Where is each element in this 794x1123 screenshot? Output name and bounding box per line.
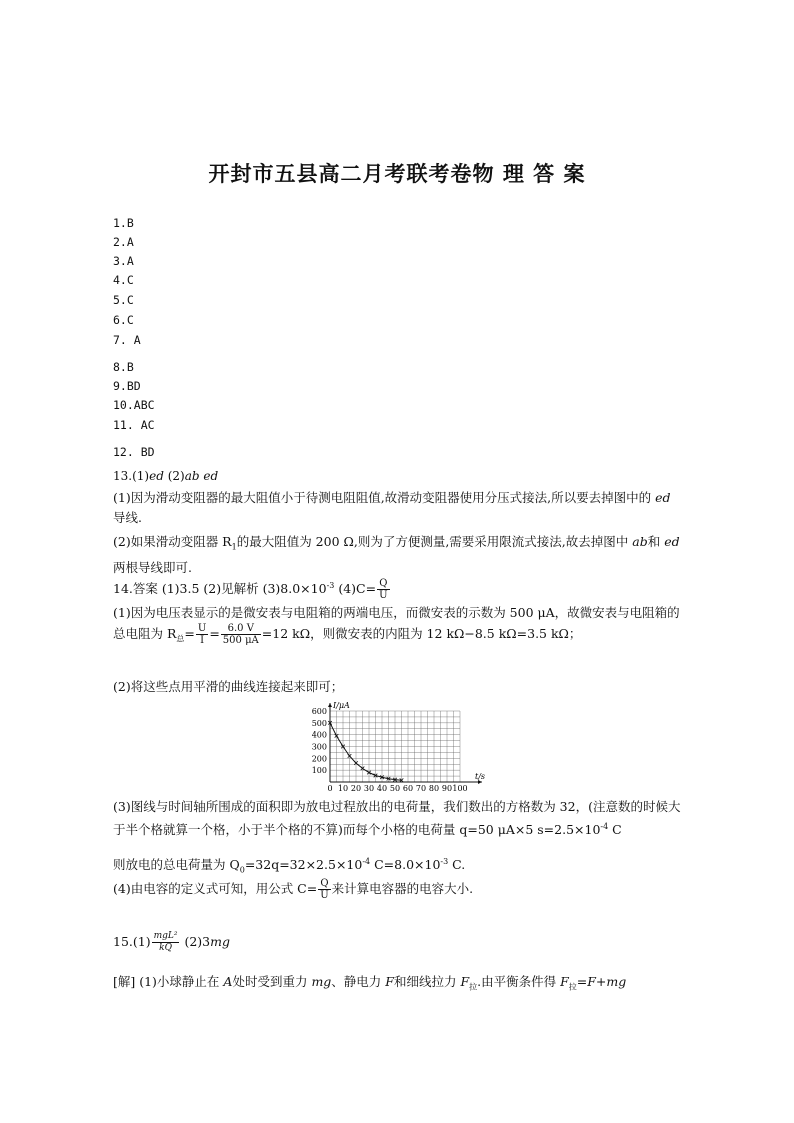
frac-den: kQ [159,943,172,953]
q15-text: 15.(1) [113,934,151,949]
q13-label2: (2) [163,469,185,483]
q14-exp: -4 [600,822,609,831]
answer-item: 7. A [113,333,141,347]
answer-item: 5.C [113,293,134,307]
x-tick-label: 70 [415,784,427,793]
discharge-chart [300,701,490,795]
answer-item: 4.C [113,273,134,287]
q14-sub: 0 [239,865,245,875]
q14-explanation-2: (2)将这些点用平滑的曲线连接起来即可； [113,679,344,694]
q14-fraction [377,578,389,601]
q14-text: C. [448,857,466,873]
q13-explanation-1 [113,488,683,528]
page-title: 开封市五县高二月考联考卷物 理 答 案 [208,161,586,186]
q14-text: =12 kΩ，则微安表的内阻为 12 kΩ−8.5 kΩ=3.5 kΩ； [261,626,582,641]
fit-curve [330,723,402,780]
q15-header [113,931,230,954]
answer-item: 8.B [113,360,134,374]
q14-text: 则放电的总电荷量为 Q [113,857,240,873]
q14-explanation-3 [113,797,683,840]
frac-num: mgL² [153,931,178,941]
q15-text: .由平衡条件得 [477,974,561,989]
q15-text: (2)3 [180,934,211,949]
q13-explanation-2 [113,532,683,578]
q14-explanation-4 [113,852,683,881]
q15-var: A [223,974,233,989]
frac-num: Q [318,878,330,890]
q15-var: mg [210,934,230,949]
q15-var: F [385,974,394,989]
y-tick-label: 200 [311,754,327,764]
q15-sub: 拉 [469,982,478,992]
q14-fraction-cap [318,878,330,901]
answer-item: 2.A [113,235,134,249]
q13-var: ab [632,534,648,549]
q13-label: 13.(1) [113,469,150,483]
x-axis-label: t/s [475,772,486,781]
q14-explanation-5 [113,878,683,901]
q14-text: (1)因为电压表显示的是微安表与电阻箱的两端电压，而微安表的示数为 500 μA，故微安表与电阻箱的总电阻为 R [113,605,680,641]
y-axis-arrow [328,703,332,707]
q14-text: C=8.0×10 [370,857,441,873]
answer-item: 12. BD [113,445,155,459]
q14-text: 来计算电容器的电容大小. [331,881,474,896]
y-tick-label: 300 [311,742,327,752]
x-tick-label: 30 [363,784,375,793]
q13-text: (1)因为滑动变阻器的最大阻值小于待测电阻阻值,故滑动变阻器使用分压式接法,所以要去掉图中的 [113,490,656,505]
q14-exp: -4 [362,857,371,866]
q14-fraction-ui [196,623,208,646]
q13-var: ed [655,490,671,505]
q15-text: 处时受到重力 [232,974,312,989]
frac-den: U [320,890,329,901]
q13-text: 和 [647,534,665,549]
q14-text: (3)图线与时间轴所围成的面积即为放电过程放出的电荷量，我们数出的方格数为 32，(注意数的时候大于半个格就算一个格，小于半个格的不算)而每个小格的电荷量 q=50 μA×5 s=2.5×10 [113,799,681,838]
q14-text: (4)由电容的定义式可知，用公式 C= [113,881,318,896]
q14-text: =32q=32×2.5×10 [244,857,363,873]
x-tick-label: 50 [389,784,401,793]
q15-sub: 拉 [568,982,577,992]
x-tick-label: 80 [428,784,440,793]
frac-num: 6.0 V [221,623,261,635]
x-tick-label: 40 [376,784,388,793]
q15-fraction [152,931,180,954]
answer-item: 10.ABC [113,398,155,412]
q15-var: F [460,974,470,989]
frac-num: U [197,623,207,634]
q13-answer2: ab ed [184,469,219,483]
q13-sub: 1 [231,542,237,552]
y-tick-label: 400 [311,730,327,740]
q14-text: (4)C= [334,581,377,597]
frac-den: 500 μA [222,635,259,646]
q14-exp: -3 [326,581,335,590]
q13-text: (2)如果滑动变阻器 R [113,534,232,549]
answer-item: 3.A [113,254,134,268]
answer-item: 9.BD [113,379,141,393]
q14-text: C [608,822,622,838]
q13-text: 导线. [113,510,142,525]
q14-fraction-values [221,623,261,646]
frac-den: U [379,590,388,602]
q13-var: ed [664,534,680,549]
frac-den: I [200,635,205,646]
x-tick-label: 10 [337,784,349,793]
frac-num: Q [377,578,389,590]
q15-text: 和细线拉力 [393,974,461,989]
answer-item: 6.C [113,313,134,327]
q15-text: [解] (1)小球静止在 [113,974,224,989]
q14-text: 14.答案 (1)3.5 (2)见解析 (3)8.0×10 [113,581,327,597]
q14-text: = [184,626,195,641]
q15-text: 、静电力 [331,974,386,989]
answer-item: 1.B [113,216,134,230]
q14-header [113,577,391,601]
q14-explanation-1 [113,603,683,650]
q15-var: =F+mg [576,974,627,989]
y-tick-label: 100 [311,766,327,776]
q13-text: 两根导线即可. [113,559,192,575]
q14-text: = [209,626,220,641]
q15-var: mg [311,974,332,989]
q14-sub: 总 [176,634,185,644]
q13-text: 的最大阻值为 200 Ω,则为了方便测量,需要采用限流式接法,故去掉图中 [236,534,633,549]
q15-var: F [560,974,569,989]
q13-answer1: ed [149,469,164,483]
y-axis-label: I/μA [333,701,350,710]
q14-exp: -3 [440,857,449,866]
q15-solution [113,972,693,998]
q13-header [113,467,218,485]
x-tick-label: 20 [350,784,362,793]
x-tick-label: 60 [402,784,414,793]
answer-item: 11. AC [113,418,155,432]
y-tick-label: 600 [311,707,327,716]
x-tick-label: 0 [327,784,333,793]
y-tick-label: 500 [311,718,327,728]
x-tick-label: 90 [441,784,453,793]
x-tick-label: 100 [452,784,468,793]
